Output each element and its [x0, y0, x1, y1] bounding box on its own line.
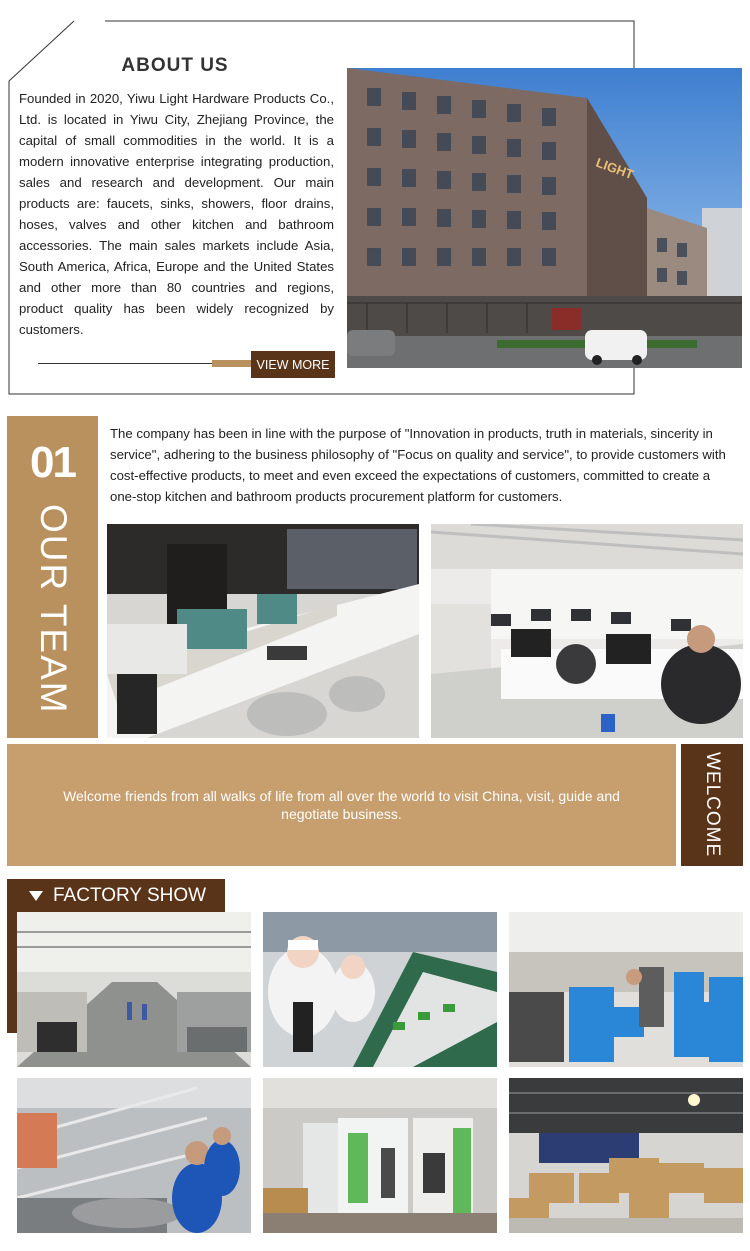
team-body: The company has been in line with the purpose of "Innovation in products, truth in materials, sincerity in service", adhering to the business philosophy of "Focus on quality and service", to provide customers with cost-effective products, to meet and even exceed the expectations of customers, committed to create a one-stop kitchen and bathroom products procurement platform for customers. — [110, 426, 726, 504]
team-side-panel — [7, 416, 98, 738]
accent-bar — [212, 360, 252, 367]
section-number: 01 — [30, 438, 75, 487]
company-building-photo — [347, 68, 742, 368]
view-more-button[interactable]: VIEW MORE — [251, 351, 335, 378]
factory-photo-1 — [17, 912, 251, 1067]
welcome-banner — [7, 744, 676, 866]
building-sign: LIGHT — [593, 154, 636, 183]
divider — [38, 363, 213, 364]
factory-photo-5 — [263, 1078, 497, 1233]
welcome-side-label: WELCOME — [681, 744, 743, 866]
team-vertical-label: OUR TEAM — [33, 504, 74, 715]
factory-heading-text: FACTORY SHOW — [53, 884, 207, 906]
office-photo-1 — [107, 524, 419, 738]
office-photo-2 — [431, 524, 743, 738]
factory-heading — [7, 879, 225, 912]
welcome-text: Welcome friends from all walks of life from all over the world to visit China, visit, guide and negotiate business. — [63, 788, 620, 822]
triangle-down-icon — [29, 891, 43, 901]
factory-photo-4 — [17, 1078, 251, 1233]
about-title: ABOUT US — [121, 55, 229, 76]
about-body: Founded in 2020, Yiwu Light Hardware Products Co., Ltd. is located in Yiwu City, Zhejiang Province, the capital of small commodities in the world. It is a modern innovative enterprise integrating production, sales and research and development. Our main products are: faucets, sinks, showers, floor drains, hoses, valves and other kitchen and bathroom accessories. The main sales markets include Asia, South America, Africa, Europe and the United States and other more than 80 countries and regions, product quality has been widely recognized by customers. — [19, 91, 334, 337]
factory-photo-3 — [509, 912, 743, 1067]
factory-photo-2 — [263, 912, 497, 1067]
factory-photo-6 — [509, 1078, 743, 1233]
